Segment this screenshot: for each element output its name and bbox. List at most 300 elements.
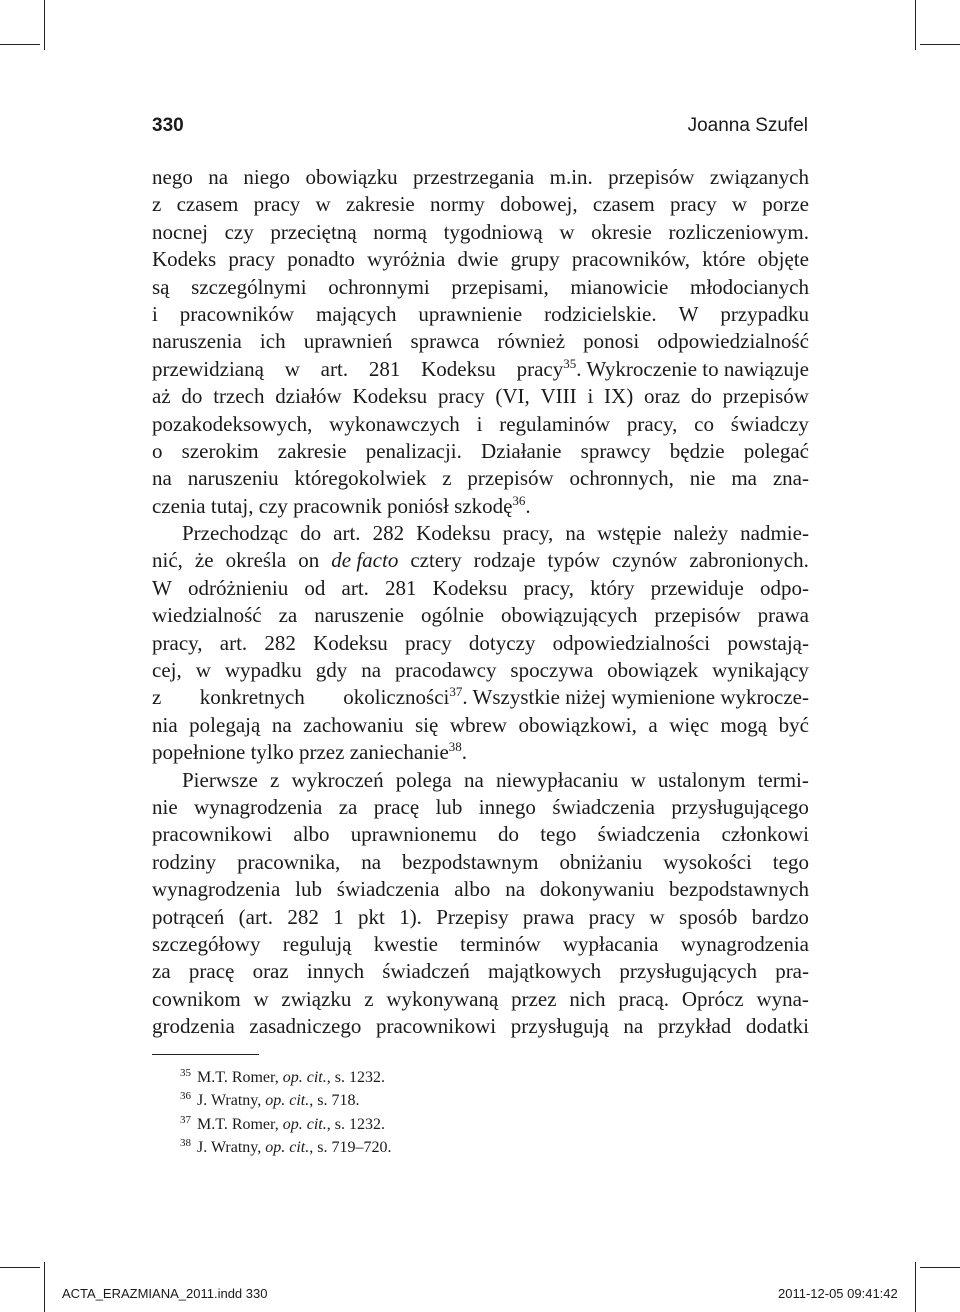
text-line (152, 1013, 809, 1040)
word: obowiązkowi, (518, 712, 637, 737)
word: ponosi (583, 329, 640, 354)
text-line (152, 246, 809, 273)
word: dotyczy (468, 630, 536, 655)
word: pracownik (293, 493, 382, 518)
word: tutaj, (210, 493, 254, 518)
word: który (590, 575, 635, 600)
word: rodziny (152, 849, 217, 874)
word: przepisów (467, 466, 554, 491)
word: Kodeksu (432, 575, 508, 600)
word: IX) (604, 384, 634, 409)
crop-mark (0, 1267, 40, 1268)
word: gdy (315, 658, 348, 683)
word: młodocianych (690, 274, 809, 299)
footnote-cite: op. cit. (265, 1139, 310, 1157)
text-line (152, 164, 809, 191)
word: pracy (253, 192, 301, 217)
word: pkt (358, 904, 385, 929)
word: Kodeks (152, 247, 217, 272)
word: regulaminów (499, 411, 611, 436)
word: pracy (669, 192, 717, 217)
word: cownikom (152, 986, 241, 1011)
word: ustalonym (657, 767, 746, 792)
word: pracę (373, 794, 420, 819)
word: na (361, 849, 382, 874)
word: (art. (238, 904, 274, 929)
word: nie (689, 466, 716, 491)
word: on (298, 548, 320, 573)
word: Kodeksu (313, 630, 388, 655)
italic-term: de facto (331, 548, 399, 573)
word: z (152, 192, 162, 217)
word: co (694, 411, 714, 436)
word: wyna- (756, 986, 809, 1011)
word: bezpodstawnych (669, 877, 809, 902)
word: Kodeksu (352, 384, 428, 409)
crop-mark (915, 1262, 916, 1312)
text-line (152, 821, 809, 848)
page-header (152, 115, 808, 145)
word: ma (731, 466, 757, 491)
text-line (152, 520, 809, 547)
word: grupy (510, 247, 560, 272)
word: obowiązek (607, 658, 699, 683)
word: związanych (709, 165, 809, 189)
word: zasadniczego (249, 1014, 362, 1039)
word: świadczy (730, 411, 809, 436)
word: z (269, 767, 280, 792)
word: majątkowych (487, 959, 602, 984)
word: 282 (264, 630, 296, 655)
text-line (152, 493, 809, 520)
word: pracownikowi (152, 822, 273, 847)
text-line (152, 794, 809, 821)
word: i (152, 301, 158, 326)
word: się (414, 712, 439, 737)
text-line (152, 739, 809, 766)
text-line (152, 356, 809, 383)
word: za (152, 959, 171, 984)
word: pracy, (523, 575, 574, 600)
word: na (361, 658, 382, 683)
text-line (152, 904, 809, 931)
word: odpo- (760, 575, 809, 600)
word: zakresie (277, 438, 347, 463)
word: aż (152, 384, 171, 409)
word: albo (454, 877, 491, 902)
word: Działanie (481, 438, 562, 463)
word: a (648, 712, 658, 737)
footnote: $^{35}$ M.T. Romer, op. cit., s. 1232. (180, 1067, 385, 1086)
word: objęte (757, 247, 809, 272)
word: dwie (457, 247, 499, 272)
word: Kodeksu (416, 521, 491, 546)
word: od (304, 575, 326, 600)
word: zna- (772, 466, 809, 491)
word: zaniechanie$^{38}$. (349, 739, 468, 765)
text-line (152, 657, 809, 684)
word: dokonywaniu (539, 877, 655, 902)
word: należy (673, 521, 729, 546)
word: członkowi (721, 822, 809, 847)
word: obowiązujących (500, 603, 638, 628)
word: regulują (282, 931, 352, 956)
word: świadczeń (382, 959, 470, 984)
footnote: $^{38}$ J. Wratny, op. cit., s. 719–720. (180, 1137, 392, 1157)
word: pracownika, (237, 849, 341, 874)
word: być (778, 712, 809, 737)
word: w (559, 219, 575, 244)
word: 1). (399, 904, 422, 929)
crop-mark (920, 1267, 960, 1268)
word: przepisów (608, 165, 695, 189)
word: szczegółowy (152, 931, 261, 956)
word: art. (219, 630, 248, 655)
word: przewiduje (650, 575, 744, 600)
word: 281 (368, 356, 401, 381)
word: wykroczeń (291, 767, 384, 792)
page-number: 330 (152, 115, 184, 136)
crop-mark (44, 1262, 45, 1312)
text-line (152, 274, 809, 301)
word: czy (224, 219, 254, 244)
word: (VI, (495, 384, 530, 409)
word: lub (435, 794, 463, 819)
word: poniósł (387, 493, 449, 518)
word: typów (547, 548, 600, 573)
word: nadmie- (740, 521, 809, 546)
word: przez (511, 986, 557, 1011)
word: pracy, (626, 411, 678, 436)
word: 281 (385, 575, 417, 600)
word: działów (275, 384, 342, 409)
word: i (587, 384, 594, 409)
word: ochronnymi (328, 274, 430, 299)
footnote-number: 38 (180, 1137, 191, 1150)
word: wynagrodzenia (152, 877, 281, 902)
word: odpowiedzialność (657, 329, 809, 354)
text-line (152, 547, 809, 574)
word: naruszeniu (187, 466, 279, 491)
word: świadczenia (552, 794, 655, 819)
word: wypłacania (562, 931, 659, 956)
footnote: $^{37}$ M.T. Romer, op. cit., s. 1232. (180, 1113, 385, 1133)
word: i (476, 411, 483, 436)
word: przykład (657, 1014, 732, 1039)
word: pracy$^{35}$. Wykroczenie to nawiązuje (516, 355, 809, 381)
word: ich (259, 329, 286, 354)
word: polega (395, 767, 452, 792)
word: któregokolwiek (294, 466, 427, 491)
word: art. (333, 521, 361, 546)
word: w (284, 356, 300, 381)
word: wiedzialność (152, 603, 262, 628)
word: pracy, (502, 521, 554, 546)
word: cztery (410, 548, 462, 573)
word: z (152, 685, 162, 710)
word: świadczenia (336, 877, 440, 902)
word: innego (478, 794, 536, 819)
footnote-ref: 38 (448, 739, 462, 755)
word: popełnione (152, 740, 246, 765)
word: pracowników (179, 301, 295, 326)
footnote-cite: op. cit. (265, 1092, 310, 1110)
text-line (152, 849, 809, 876)
word: pracownikowi (375, 1014, 497, 1039)
word: Oprócz (681, 986, 744, 1011)
word: tylko (250, 740, 294, 765)
footnote-rule (152, 1054, 259, 1055)
word: penalizacji. (365, 438, 462, 463)
text-line (152, 383, 809, 410)
footnote-number: 35 (180, 1067, 191, 1079)
word: ponadto (287, 247, 355, 272)
word: porze (762, 192, 809, 217)
word: innych (306, 959, 365, 984)
word: czy (258, 493, 288, 518)
word: przewidzianą (152, 356, 264, 381)
word: W (152, 575, 172, 600)
text-line (152, 328, 809, 355)
word: VIII (540, 384, 577, 409)
text-line (152, 684, 809, 711)
word: w (731, 192, 747, 217)
word: polegać (743, 438, 809, 463)
text-line (152, 411, 809, 438)
footnote-cite: op. cit. (282, 1069, 327, 1086)
word: 282 (372, 521, 405, 546)
word: ogólnie (420, 603, 484, 628)
word: szkodę$^{36}$. (454, 492, 531, 518)
word: do (497, 822, 519, 847)
body-text (152, 164, 809, 1041)
word: wypadku (224, 658, 302, 683)
word: okresie (591, 219, 652, 244)
word: określa (225, 548, 287, 573)
word: prawa (757, 603, 809, 628)
word: zachowaniu (303, 712, 404, 737)
word: pracy, (152, 630, 203, 655)
word: szczególnymi (191, 274, 307, 299)
word: lub (295, 877, 322, 902)
word: w (253, 986, 269, 1011)
word: do (690, 384, 712, 409)
word: sprawcy (580, 438, 651, 463)
word: pozakodeksowych, (152, 411, 313, 436)
word: ochronnych, (569, 466, 674, 491)
word: kwestie (373, 931, 438, 956)
word: na (463, 767, 484, 792)
crop-mark (915, 0, 916, 50)
word: naruszenia (152, 329, 242, 354)
word: konkretnych (199, 685, 305, 710)
word: z (442, 466, 452, 491)
word: 1 (333, 904, 344, 929)
text-line (152, 602, 809, 629)
word: nocnej (152, 219, 208, 244)
text-line (152, 986, 809, 1013)
crop-mark (44, 0, 45, 50)
text-line (152, 876, 809, 903)
word: Pierwsze (182, 767, 258, 792)
word: art. (341, 575, 369, 600)
word: pracy (228, 247, 276, 272)
word: Przepisy (436, 904, 509, 929)
word: wstępie (597, 521, 662, 546)
word: odpowiedzialności (552, 630, 711, 655)
text-line (152, 630, 809, 657)
word: przepisów (654, 603, 741, 628)
footnote: $^{36}$ J. Wratny, op. cit., s. 718. (180, 1090, 360, 1110)
word: uprawnienie (418, 301, 523, 326)
word: za (278, 603, 298, 628)
word: okoliczności$^{37}$. Wszystkie niżej wymienione wykrocze- (343, 684, 809, 710)
text-line (152, 575, 809, 602)
word: odróżnieniu (187, 575, 289, 600)
word: pracą. (618, 986, 670, 1011)
word: za (338, 794, 358, 819)
word: sprawca (410, 329, 480, 354)
word: cej, (152, 658, 182, 683)
word: W (678, 301, 699, 326)
word: prawa (522, 904, 575, 929)
word: na (505, 877, 526, 902)
word: obowiązku (305, 165, 398, 189)
text-line (152, 465, 809, 492)
word: że (194, 548, 214, 573)
word: wysokości (663, 849, 752, 874)
footnote-number: 36 (180, 1090, 191, 1103)
word: wynagrodzenia (194, 794, 323, 819)
word: czasem (176, 192, 239, 217)
word: z (364, 986, 374, 1011)
word: powstają- (727, 630, 809, 655)
word: mianowicie (570, 274, 669, 299)
text-line (152, 712, 809, 739)
word: termi- (757, 767, 809, 792)
word: związku (281, 986, 352, 1011)
word: art. (320, 356, 349, 381)
word: m.in. (549, 165, 593, 189)
word: nego (152, 165, 193, 189)
word: czasem (592, 192, 655, 217)
word: wbrew (449, 712, 507, 737)
word: nie (152, 794, 178, 819)
word: przysługujących (619, 959, 757, 984)
word: rozliczeniowym. (668, 219, 809, 244)
word: o (152, 438, 163, 463)
word: terminów (460, 931, 541, 956)
word: pracodawcy (395, 658, 497, 683)
word: naruszenie (314, 603, 405, 628)
word: więc (669, 712, 709, 737)
text-line (152, 438, 809, 465)
word: tego (772, 849, 809, 874)
word: na (271, 712, 292, 737)
word: mających (316, 301, 397, 326)
word: rodzicielskie. (544, 301, 657, 326)
word: uprawnionemu (350, 822, 477, 847)
word: wynagrodzenia (680, 931, 809, 956)
word: niewypłacaniu (495, 767, 619, 792)
footnote-ref: 37 (449, 684, 463, 700)
word: w (315, 192, 331, 217)
word: przestrzegania (412, 165, 535, 189)
word: pra- (775, 959, 809, 984)
word: dodatki (745, 1014, 809, 1039)
word: przypadku (720, 301, 809, 326)
word: obniżaniu (559, 849, 643, 874)
word: w (649, 904, 665, 929)
word: na (208, 165, 229, 189)
word: uprawnień (303, 329, 393, 354)
word: pracy (405, 630, 452, 655)
word: Przechodząc (182, 521, 289, 546)
word: przepisami, (451, 274, 549, 299)
word: trzech (213, 384, 265, 409)
text-line (152, 301, 809, 328)
word: normą (373, 219, 427, 244)
text-line (152, 958, 809, 985)
word: normy (429, 192, 485, 217)
word: przez (298, 740, 345, 765)
word: spoczywa (510, 658, 594, 683)
word: oraz (252, 959, 289, 984)
word: świadczenia (597, 822, 701, 847)
word: potrąceń (152, 904, 225, 929)
word: przeciętną (270, 219, 357, 244)
word: rodzaje (473, 548, 536, 573)
word: wykonywaną (386, 986, 499, 1011)
word: zabronionych. (689, 548, 809, 573)
word: albo (293, 822, 330, 847)
word: przepisów (722, 384, 809, 409)
word: tego (540, 822, 577, 847)
crop-mark (0, 44, 40, 45)
word: będzie (669, 438, 725, 463)
word: nia (152, 712, 178, 737)
word: niego (243, 165, 291, 189)
footnote-number: 37 (180, 1113, 191, 1126)
word: w (195, 658, 211, 683)
word: nić, (152, 548, 183, 573)
word: tygodniową (443, 219, 543, 244)
word: sposób (679, 904, 738, 929)
word: oraz (643, 384, 681, 409)
text-line (152, 931, 809, 958)
running-head: Joanna Szufel (687, 115, 808, 136)
word: pracy (588, 904, 636, 929)
word: bezpodstawnym (402, 849, 539, 874)
word: polegają (189, 712, 261, 737)
word: 282 (287, 904, 319, 929)
slug-file: ACTA_ERAZMIANA_2011.indd 330 (62, 1286, 268, 1301)
word: na (152, 466, 172, 491)
text-line (152, 191, 809, 218)
word: do (181, 384, 203, 409)
word: grodzenia (152, 1014, 235, 1039)
word: przysługującego (671, 794, 809, 819)
footnote-cite: op. cit. (282, 1115, 327, 1133)
word: do (300, 521, 322, 546)
word: również (497, 329, 566, 354)
word: pracę (188, 959, 235, 984)
word: dobowej, (500, 192, 578, 217)
word: wyróżnia (367, 247, 446, 272)
word: mogą (720, 712, 768, 737)
word: nich (569, 986, 606, 1011)
word: pracowników, (571, 247, 691, 272)
